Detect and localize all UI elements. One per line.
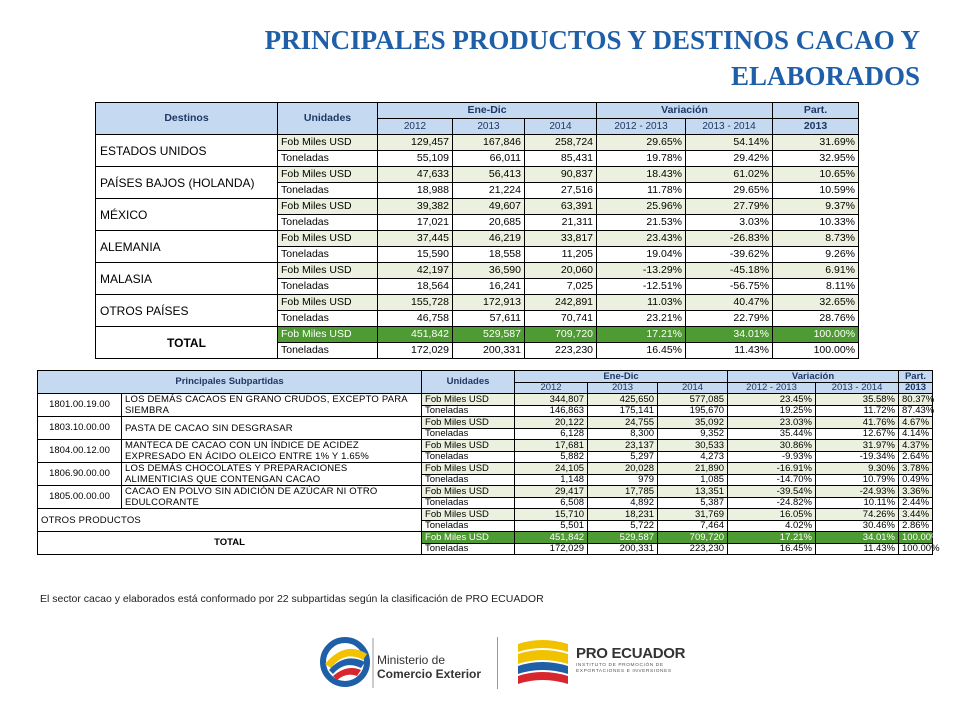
header-row xyxy=(38,371,933,383)
value-cell: 155,728 xyxy=(378,295,453,311)
value-cell: 24,105 xyxy=(515,463,588,475)
value-cell: 4,273 xyxy=(658,451,728,463)
value-cell: 16.45% xyxy=(597,343,686,359)
value-cell: 18,564 xyxy=(378,279,453,295)
total-label: TOTAL xyxy=(96,327,278,359)
unit-cell: Toneladas xyxy=(422,520,515,532)
value-cell: 172,029 xyxy=(515,543,588,555)
unit-cell: Toneladas xyxy=(422,451,515,463)
header-year: 2012 xyxy=(515,382,588,394)
value-cell: -39.54% xyxy=(728,486,816,498)
value-cell: 30.46% xyxy=(816,520,899,532)
value-cell: -26.83% xyxy=(686,231,773,247)
header-period: 2012 - 2013 xyxy=(597,119,686,135)
destination-name: OTROS PAÍSES xyxy=(96,295,278,327)
proecuador-label: PRO ECUADOR xyxy=(576,645,686,662)
value-cell: 10.65% xyxy=(773,167,859,183)
table-row xyxy=(96,135,859,151)
value-cell: 709,720 xyxy=(658,532,728,544)
header-period: 2012 - 2013 xyxy=(728,382,816,394)
unit-cell: Fob Miles USD xyxy=(278,199,378,215)
subheading-desc: CACAO EN POLVO SIN ADICIÓN DE AZÚCAR NI OTRO EDULCORANTE xyxy=(122,486,422,509)
value-cell: 5,882 xyxy=(515,451,588,463)
ministerio-label xyxy=(377,653,481,681)
value-cell: 19.78% xyxy=(597,151,686,167)
value-cell: 17,681 xyxy=(515,440,588,452)
value-cell: 35,092 xyxy=(658,417,728,429)
value-cell: 18,988 xyxy=(378,183,453,199)
value-cell: 28.76% xyxy=(773,311,859,327)
value-cell: 21,890 xyxy=(658,463,728,475)
header-year: 2014 xyxy=(658,382,728,394)
destination-name: PAÍSES BAJOS (HOLANDA) xyxy=(96,167,278,199)
header-part-year: 2013 xyxy=(773,119,859,135)
subheading-code: 1806.90.00.00 xyxy=(38,463,122,486)
value-cell: -14.70% xyxy=(728,474,816,486)
value-cell: 5,297 xyxy=(588,451,658,463)
header-year: 2013 xyxy=(453,119,525,135)
subheading-desc: MANTECA DE CACAO CON UN ÍNDICE DE ACIDEZ EXPRESADO EN ÁCIDO OLEICO ENTRE 1% Y 1.65% xyxy=(122,440,422,463)
value-cell: 33,817 xyxy=(525,231,597,247)
unit-cell: Toneladas xyxy=(422,474,515,486)
header-destinos: Destinos xyxy=(96,103,278,135)
unit-cell: Fob Miles USD xyxy=(422,463,515,475)
value-cell: 70,741 xyxy=(525,311,597,327)
value-cell: -24.93% xyxy=(816,486,899,498)
value-cell: 4.02% xyxy=(728,520,816,532)
header-variacion: Variación xyxy=(728,371,899,383)
value-cell: 4.67% xyxy=(899,417,933,429)
value-cell: 17.21% xyxy=(597,327,686,343)
value-cell: 223,230 xyxy=(525,343,597,359)
unit-cell: Toneladas xyxy=(278,151,378,167)
value-cell: 1,085 xyxy=(658,474,728,486)
value-cell: -24.82% xyxy=(728,497,816,509)
unit-cell: Toneladas xyxy=(278,183,378,199)
value-cell: 6.91% xyxy=(773,263,859,279)
value-cell: 6,508 xyxy=(515,497,588,509)
unit-cell: Toneladas xyxy=(278,311,378,327)
value-cell: 258,724 xyxy=(525,135,597,151)
value-cell: 35.44% xyxy=(728,428,816,440)
value-cell: 21.53% xyxy=(597,215,686,231)
subheading-desc: OTROS PRODUCTOS xyxy=(38,509,422,532)
table-row xyxy=(96,263,859,279)
value-cell: 709,720 xyxy=(525,327,597,343)
value-cell: 17,021 xyxy=(378,215,453,231)
value-cell: 20,122 xyxy=(515,417,588,429)
header-period: 2013 - 2014 xyxy=(816,382,899,394)
header-part: Part. xyxy=(773,103,859,119)
table-row xyxy=(38,486,933,498)
value-cell: 39,382 xyxy=(378,199,453,215)
value-cell: 66,011 xyxy=(453,151,525,167)
unit-cell: Fob Miles USD xyxy=(422,440,515,452)
value-cell: 32.95% xyxy=(773,151,859,167)
value-cell: -16.91% xyxy=(728,463,816,475)
proecuador-logo-icon xyxy=(514,634,694,690)
value-cell: 40.47% xyxy=(686,295,773,311)
unit-cell: Fob Miles USD xyxy=(278,263,378,279)
value-cell: 34.01% xyxy=(686,327,773,343)
subheading-desc: LOS DEMÁS CACAOS EN GRANO CRUDOS, EXCEPTO PARA SIEMBRA xyxy=(122,394,422,417)
unit-cell: Fob Miles USD xyxy=(422,417,515,429)
value-cell: -9.93% xyxy=(728,451,816,463)
value-cell: 49,607 xyxy=(453,199,525,215)
subheadings-table xyxy=(37,370,940,555)
unit-cell: Fob Miles USD xyxy=(278,167,378,183)
destination-name: MÉXICO xyxy=(96,199,278,231)
unit-cell: Toneladas xyxy=(278,279,378,295)
value-cell: 54.14% xyxy=(686,135,773,151)
value-cell: 22.79% xyxy=(686,311,773,327)
value-cell: 23.21% xyxy=(597,311,686,327)
table-row xyxy=(38,440,933,452)
value-cell: 3.36% xyxy=(899,486,933,498)
value-cell: 100.00% xyxy=(773,327,859,343)
value-cell: 451,842 xyxy=(378,327,453,343)
subheading-code: 1801.00.19.00 xyxy=(38,394,122,417)
value-cell: 100.00% xyxy=(899,532,933,544)
value-cell: 35.58% xyxy=(816,394,899,406)
value-cell: 37,445 xyxy=(378,231,453,247)
subheading-desc: PASTA DE CACAO SIN DESGRASAR xyxy=(122,417,422,440)
unit-cell: Fob Miles USD xyxy=(278,231,378,247)
value-cell: 1,148 xyxy=(515,474,588,486)
value-cell: 17,785 xyxy=(588,486,658,498)
value-cell: 425,650 xyxy=(588,394,658,406)
unit-cell: Fob Miles USD xyxy=(422,532,515,544)
value-cell: 34.01% xyxy=(816,532,899,544)
value-cell: 451,842 xyxy=(515,532,588,544)
value-cell: 3.78% xyxy=(899,463,933,475)
value-cell: 11.72% xyxy=(816,405,899,417)
value-cell: 2.64% xyxy=(899,451,933,463)
value-cell: 344,807 xyxy=(515,394,588,406)
header-subpartidas: Principales Subpartidas xyxy=(38,371,422,394)
unit-cell: Fob Miles USD xyxy=(278,327,378,343)
value-cell: 20,685 xyxy=(453,215,525,231)
value-cell: 41.76% xyxy=(816,417,899,429)
value-cell: 10.11% xyxy=(816,497,899,509)
value-cell: 47,633 xyxy=(378,167,453,183)
value-cell: 30,533 xyxy=(658,440,728,452)
value-cell: 18.43% xyxy=(597,167,686,183)
value-cell: 4.14% xyxy=(899,428,933,440)
value-cell: 9.37% xyxy=(773,199,859,215)
value-cell: 4,892 xyxy=(588,497,658,509)
page-title: PRINCIPALES PRODUCTOS Y DESTINOS CACAO Y ELABORADOS xyxy=(264,25,920,91)
value-cell: 4.37% xyxy=(899,440,933,452)
header-unidades: Unidades xyxy=(278,103,378,135)
destination-name: ALEMANIA xyxy=(96,231,278,263)
value-cell: 6,128 xyxy=(515,428,588,440)
value-cell: 29,417 xyxy=(515,486,588,498)
value-cell: 529,587 xyxy=(453,327,525,343)
value-cell: 31,769 xyxy=(658,509,728,521)
value-cell: 195,670 xyxy=(658,405,728,417)
unit-cell: Toneladas xyxy=(278,343,378,359)
value-cell: 11.03% xyxy=(597,295,686,311)
value-cell: 18,558 xyxy=(453,247,525,263)
value-cell: 31.97% xyxy=(816,440,899,452)
header-year: 2013 xyxy=(588,382,658,394)
value-cell: 100.00% xyxy=(773,343,859,359)
value-cell: 20,060 xyxy=(525,263,597,279)
value-cell: -56.75% xyxy=(686,279,773,295)
proecuador-sub1: INSTITUTO DE PROMOCIÓN DE xyxy=(576,663,664,668)
value-cell: -19.34% xyxy=(816,451,899,463)
header-ene-dic: Ene-Dic xyxy=(515,371,728,383)
value-cell: 87.43% xyxy=(899,405,933,417)
value-cell: 63,391 xyxy=(525,199,597,215)
subheading-desc: LOS DEMÁS CHOCOLATES Y PREPARACIONES ALIMENTICIAS QUE CONTENGAN CACAO xyxy=(122,463,422,486)
unit-cell: Fob Miles USD xyxy=(278,295,378,311)
table-row xyxy=(38,394,933,406)
value-cell: 15,710 xyxy=(515,509,588,521)
value-cell: 21,224 xyxy=(453,183,525,199)
destinations-table xyxy=(95,102,859,359)
value-cell: 80.37% xyxy=(899,394,933,406)
value-cell: -13.29% xyxy=(597,263,686,279)
table-row xyxy=(96,199,859,215)
value-cell: 27.79% xyxy=(686,199,773,215)
value-cell: -45.18% xyxy=(686,263,773,279)
value-cell: 8.11% xyxy=(773,279,859,295)
header-ene-dic: Ene-Dic xyxy=(378,103,597,119)
value-cell: 167,846 xyxy=(453,135,525,151)
value-cell: 172,913 xyxy=(453,295,525,311)
value-cell: 20,028 xyxy=(588,463,658,475)
subheading-code: 1803.10.00.00 xyxy=(38,417,122,440)
table-row xyxy=(96,167,859,183)
value-cell: 175,141 xyxy=(588,405,658,417)
value-cell: 529,587 xyxy=(588,532,658,544)
value-cell: 577,085 xyxy=(658,394,728,406)
value-cell: 2.44% xyxy=(899,497,933,509)
table-row xyxy=(96,295,859,311)
subheading-code: 1805.00.00.00 xyxy=(38,486,122,509)
value-cell: 16,241 xyxy=(453,279,525,295)
unit-cell: Toneladas xyxy=(422,497,515,509)
header-year: 2014 xyxy=(525,119,597,135)
value-cell: 30.86% xyxy=(728,440,816,452)
table-row xyxy=(38,463,933,475)
unit-cell: Toneladas xyxy=(422,543,515,555)
unit-cell: Toneladas xyxy=(422,428,515,440)
value-cell: 223,230 xyxy=(658,543,728,555)
value-cell: 242,891 xyxy=(525,295,597,311)
value-cell: 200,331 xyxy=(588,543,658,555)
header-row xyxy=(96,103,859,119)
value-cell: 12.67% xyxy=(816,428,899,440)
value-cell: 10.33% xyxy=(773,215,859,231)
subheading-code: 1804.00.12.00 xyxy=(38,440,122,463)
value-cell: 90,837 xyxy=(525,167,597,183)
value-cell: 0.49% xyxy=(899,474,933,486)
table-row xyxy=(96,231,859,247)
proecuador-subtitle xyxy=(576,663,672,675)
unit-cell: Fob Miles USD xyxy=(422,486,515,498)
value-cell: 7,025 xyxy=(525,279,597,295)
header-part-year: 2013 xyxy=(899,382,933,394)
value-cell: 61.02% xyxy=(686,167,773,183)
header-variacion: Variación xyxy=(597,103,773,119)
destination-name: MALASIA xyxy=(96,263,278,295)
value-cell: 46,219 xyxy=(453,231,525,247)
value-cell: -12.51% xyxy=(597,279,686,295)
header-period: 2013 - 2014 xyxy=(686,119,773,135)
value-cell: 9.26% xyxy=(773,247,859,263)
value-cell: 46,758 xyxy=(378,311,453,327)
ministerio-line2: Comercio Exterior xyxy=(377,667,482,681)
total-label: TOTAL xyxy=(38,532,422,555)
value-cell: 979 xyxy=(588,474,658,486)
value-cell: 19.25% xyxy=(728,405,816,417)
value-cell: 27,516 xyxy=(525,183,597,199)
value-cell: 11.78% xyxy=(597,183,686,199)
value-cell: 23.03% xyxy=(728,417,816,429)
value-cell: 55,109 xyxy=(378,151,453,167)
value-cell: 172,029 xyxy=(378,343,453,359)
value-cell: 11.43% xyxy=(816,543,899,555)
unit-cell: Fob Miles USD xyxy=(422,509,515,521)
unit-cell: Toneladas xyxy=(422,405,515,417)
value-cell: 5,722 xyxy=(588,520,658,532)
value-cell: 10.59% xyxy=(773,183,859,199)
value-cell: 16.45% xyxy=(728,543,816,555)
logo-divider xyxy=(497,637,498,689)
value-cell: 25.96% xyxy=(597,199,686,215)
value-cell: 56,413 xyxy=(453,167,525,183)
total-row xyxy=(96,327,859,343)
value-cell: 42,197 xyxy=(378,263,453,279)
header-part: Part. xyxy=(899,371,933,383)
value-cell: 100.00% xyxy=(899,543,933,555)
unit-cell: Toneladas xyxy=(278,247,378,263)
value-cell: 29.65% xyxy=(686,183,773,199)
value-cell: 17.21% xyxy=(728,532,816,544)
value-cell: 23,137 xyxy=(588,440,658,452)
value-cell: 8,300 xyxy=(588,428,658,440)
total-row xyxy=(38,532,933,544)
table-row xyxy=(38,417,933,429)
value-cell: 3.44% xyxy=(899,509,933,521)
value-cell: 23.45% xyxy=(728,394,816,406)
value-cell: 5,501 xyxy=(515,520,588,532)
header-unidades: Unidades xyxy=(422,371,515,394)
value-cell: 11,205 xyxy=(525,247,597,263)
value-cell: 19.04% xyxy=(597,247,686,263)
value-cell: 31.69% xyxy=(773,135,859,151)
value-cell: 8.73% xyxy=(773,231,859,247)
value-cell: 16.05% xyxy=(728,509,816,521)
unit-cell: Toneladas xyxy=(278,215,378,231)
value-cell: -39.62% xyxy=(686,247,773,263)
footnote: El sector cacao y elaborados está conformado por 22 subpartidas según la clasificación de PRO ECUADOR xyxy=(40,593,544,605)
ministerio-line1: Ministerio de xyxy=(377,653,446,667)
value-cell: 36,590 xyxy=(453,263,525,279)
value-cell: 29.65% xyxy=(597,135,686,151)
value-cell: 7,464 xyxy=(658,520,728,532)
value-cell: 13,351 xyxy=(658,486,728,498)
value-cell: 146,863 xyxy=(515,405,588,417)
value-cell: 9.30% xyxy=(816,463,899,475)
value-cell: 57,611 xyxy=(453,311,525,327)
value-cell: 11.43% xyxy=(686,343,773,359)
value-cell: 15,590 xyxy=(378,247,453,263)
value-cell: 32.65% xyxy=(773,295,859,311)
value-cell: 23.43% xyxy=(597,231,686,247)
value-cell: 85,431 xyxy=(525,151,597,167)
value-cell: 10.79% xyxy=(816,474,899,486)
value-cell: 2.86% xyxy=(899,520,933,532)
value-cell: 5,387 xyxy=(658,497,728,509)
value-cell: 24,755 xyxy=(588,417,658,429)
value-cell: 21,311 xyxy=(525,215,597,231)
value-cell: 18,231 xyxy=(588,509,658,521)
header-year: 2012 xyxy=(378,119,453,135)
unit-cell: Fob Miles USD xyxy=(278,135,378,151)
destination-name: ESTADOS UNIDOS xyxy=(96,135,278,167)
value-cell: 74.26% xyxy=(816,509,899,521)
value-cell: 3.03% xyxy=(686,215,773,231)
value-cell: 29.42% xyxy=(686,151,773,167)
value-cell: 9,352 xyxy=(658,428,728,440)
value-cell: 200,331 xyxy=(453,343,525,359)
table-row xyxy=(38,509,933,521)
unit-cell: Fob Miles USD xyxy=(422,394,515,406)
value-cell: 129,457 xyxy=(378,135,453,151)
proecuador-sub2: EXPORTACIONES E INVERSIONES xyxy=(576,669,672,674)
